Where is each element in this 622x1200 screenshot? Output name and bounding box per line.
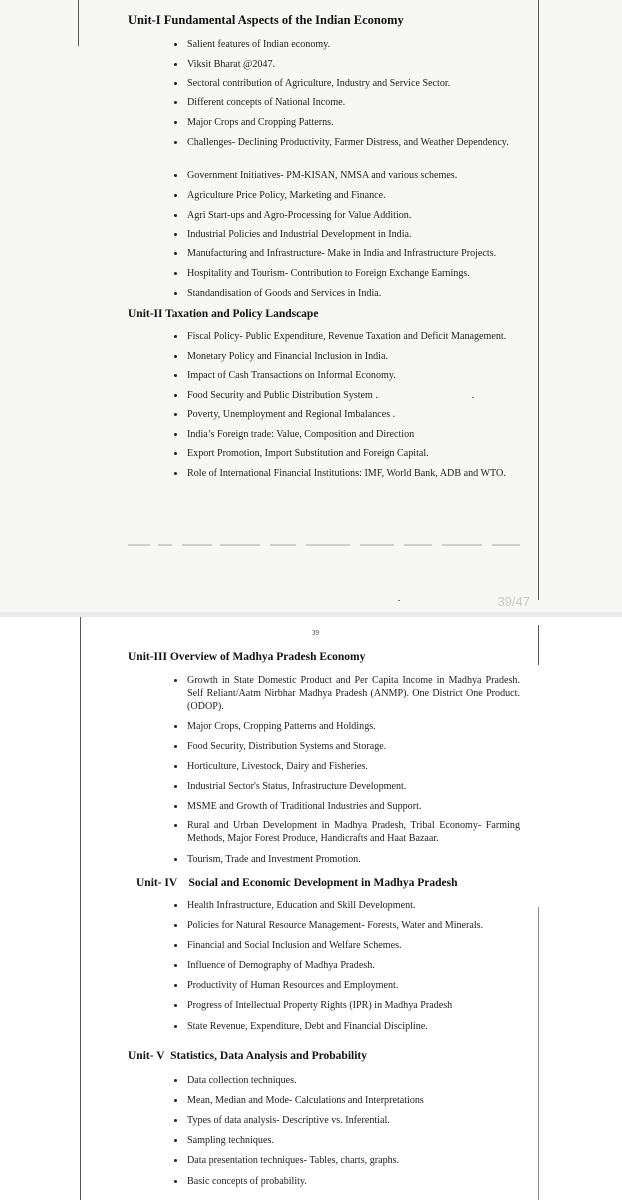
list-item: Tourism, Trade and Investment Promotion. bbox=[172, 853, 520, 869]
unit-5-heading: Unit- V Statistics, Data Analysis and Probability bbox=[128, 1050, 367, 1062]
list-item: Impact of Cash Transactions on Informal Economy. bbox=[172, 369, 520, 389]
unit-2-list bbox=[172, 330, 520, 495]
list-item: India’s Foreign trade: Value, Composition and Direction bbox=[172, 428, 520, 447]
list-item: Challenges- Declining Productivity, Farmer Distress, and Weather Dependency. bbox=[172, 136, 520, 169]
list-item: Sampling techniques. bbox=[172, 1134, 520, 1154]
page-edge-line bbox=[538, 625, 539, 665]
list-item: Industrial Sector's Status, Infrastructure Development. bbox=[172, 780, 520, 800]
page-counter: 39/47 bbox=[497, 594, 530, 609]
page-edge-line bbox=[80, 617, 81, 1200]
document-page-2 bbox=[0, 617, 622, 1200]
list-item: Role of International Financial Institutions: IMF, World Bank, ADB and WTO. bbox=[172, 467, 520, 495]
list-item: Major Crops, Cropping Patterns and Holdings. bbox=[172, 720, 520, 740]
bleed-through-text bbox=[128, 544, 520, 547]
list-item: Horticulture, Livestock, Dairy and Fisheries. bbox=[172, 760, 520, 780]
scan-speck bbox=[398, 600, 400, 601]
list-item: Viksit Bharat @2047. bbox=[172, 58, 520, 77]
list-item: Data collection techniques. bbox=[172, 1074, 520, 1094]
list-item: Basic concepts of probability. bbox=[172, 1175, 520, 1191]
unit-1-heading: Unit-I Fundamental Aspects of the Indian Economy bbox=[128, 13, 404, 27]
list-item: Food Security and Public Distribution System . bbox=[172, 389, 520, 408]
list-item: State Revenue, Expenditure, Debt and Financial Discipline. bbox=[172, 1020, 520, 1036]
page-number: 39 bbox=[312, 629, 319, 637]
list-item: Rural and Urban Development in Madhya Pradesh, Tribal Economy- Farming Methods, Major Forest Produce, Handicrafts and Haat Bazaar. bbox=[172, 819, 520, 853]
unit-1-list bbox=[172, 38, 520, 303]
list-item: MSME and Growth of Traditional Industries and Support. bbox=[172, 800, 520, 819]
list-item: Growth in State Domestic Product and Per Capita Income in Madhya Pradesh. Self Reliant/Aatm Nirbhar Madhya Pradesh (ANMP). One District One Product. (ODOP). bbox=[172, 674, 520, 720]
list-item: Financial and Social Inclusion and Welfare Schemes. bbox=[172, 939, 520, 959]
list-item: Sectoral contribution of Agriculture, Industry and Service Sector. bbox=[172, 77, 520, 96]
list-item: Major Crops and Cropping Patterns. bbox=[172, 116, 520, 136]
list-item: Monetary Policy and Financial Inclusion in India. bbox=[172, 350, 520, 369]
list-item: Food Security, Distribution Systems and Storage. bbox=[172, 740, 520, 760]
list-item: Government Initiatives- PM-KISAN, NMSA and various schemes. bbox=[172, 169, 520, 189]
list-item: Standandisation of Goods and Services in India. bbox=[172, 287, 520, 303]
list-item: Manufacturing and Infrastructure- Make in India and Infrastructure Projects. bbox=[172, 247, 520, 267]
list-item: Agri Start-ups and Agro-Processing for Value Addition. bbox=[172, 209, 520, 228]
list-item: Mean, Median and Mode- Calculations and Interpretations bbox=[172, 1094, 520, 1114]
unit-2-heading: Unit-II Taxation and Policy Landscape bbox=[128, 308, 319, 320]
page-edge-line bbox=[538, 0, 539, 600]
list-item: Fiscal Policy- Public Expenditure, Revenue Taxation and Deficit Management. bbox=[172, 330, 520, 350]
list-item: Salient features of Indian economy. bbox=[172, 38, 520, 58]
page-edge-line bbox=[538, 907, 539, 1200]
list-item: Hospitality and Tourism- Contribution to Foreign Exchange Earnings. bbox=[172, 267, 520, 287]
unit-5-list bbox=[172, 1074, 520, 1191]
list-item: Different concepts of National Income. bbox=[172, 96, 520, 116]
list-item: Health Infrastructure, Education and Skill Development. bbox=[172, 899, 520, 919]
unit-4-list bbox=[172, 899, 520, 1036]
unit-3-list bbox=[172, 674, 520, 869]
list-item: Industrial Policies and Industrial Development in India. bbox=[172, 228, 520, 247]
list-item: Poverty, Unemployment and Regional Imbalances . bbox=[172, 408, 520, 428]
list-item: Productivity of Human Resources and Employment. bbox=[172, 979, 520, 999]
list-item: Policies for Natural Resource Management- Forests, Water and Minerals. bbox=[172, 919, 520, 939]
list-item: Agriculture Price Policy, Marketing and Finance. bbox=[172, 189, 520, 209]
list-item: Progress of Intellectual Property Rights (IPR) in Madhya Pradesh bbox=[172, 999, 520, 1020]
page-edge-line bbox=[78, 0, 79, 46]
list-item: Data presentation techniques- Tables, charts, graphs. bbox=[172, 1154, 520, 1175]
unit-4-heading: Unit- IV Social and Economic Development in Madhya Pradesh bbox=[136, 877, 458, 889]
unit-3-heading: Unit-III Overview of Madhya Pradesh Economy bbox=[128, 651, 366, 663]
list-item: Types of data analysis- Descriptive vs. Inferential. bbox=[172, 1114, 520, 1134]
scan-speck bbox=[472, 397, 474, 398]
list-item: Export Promotion, Import Substitution and Foreign Capital. bbox=[172, 447, 520, 467]
list-item: Influence of Demography of Madhya Pradesh. bbox=[172, 959, 520, 979]
